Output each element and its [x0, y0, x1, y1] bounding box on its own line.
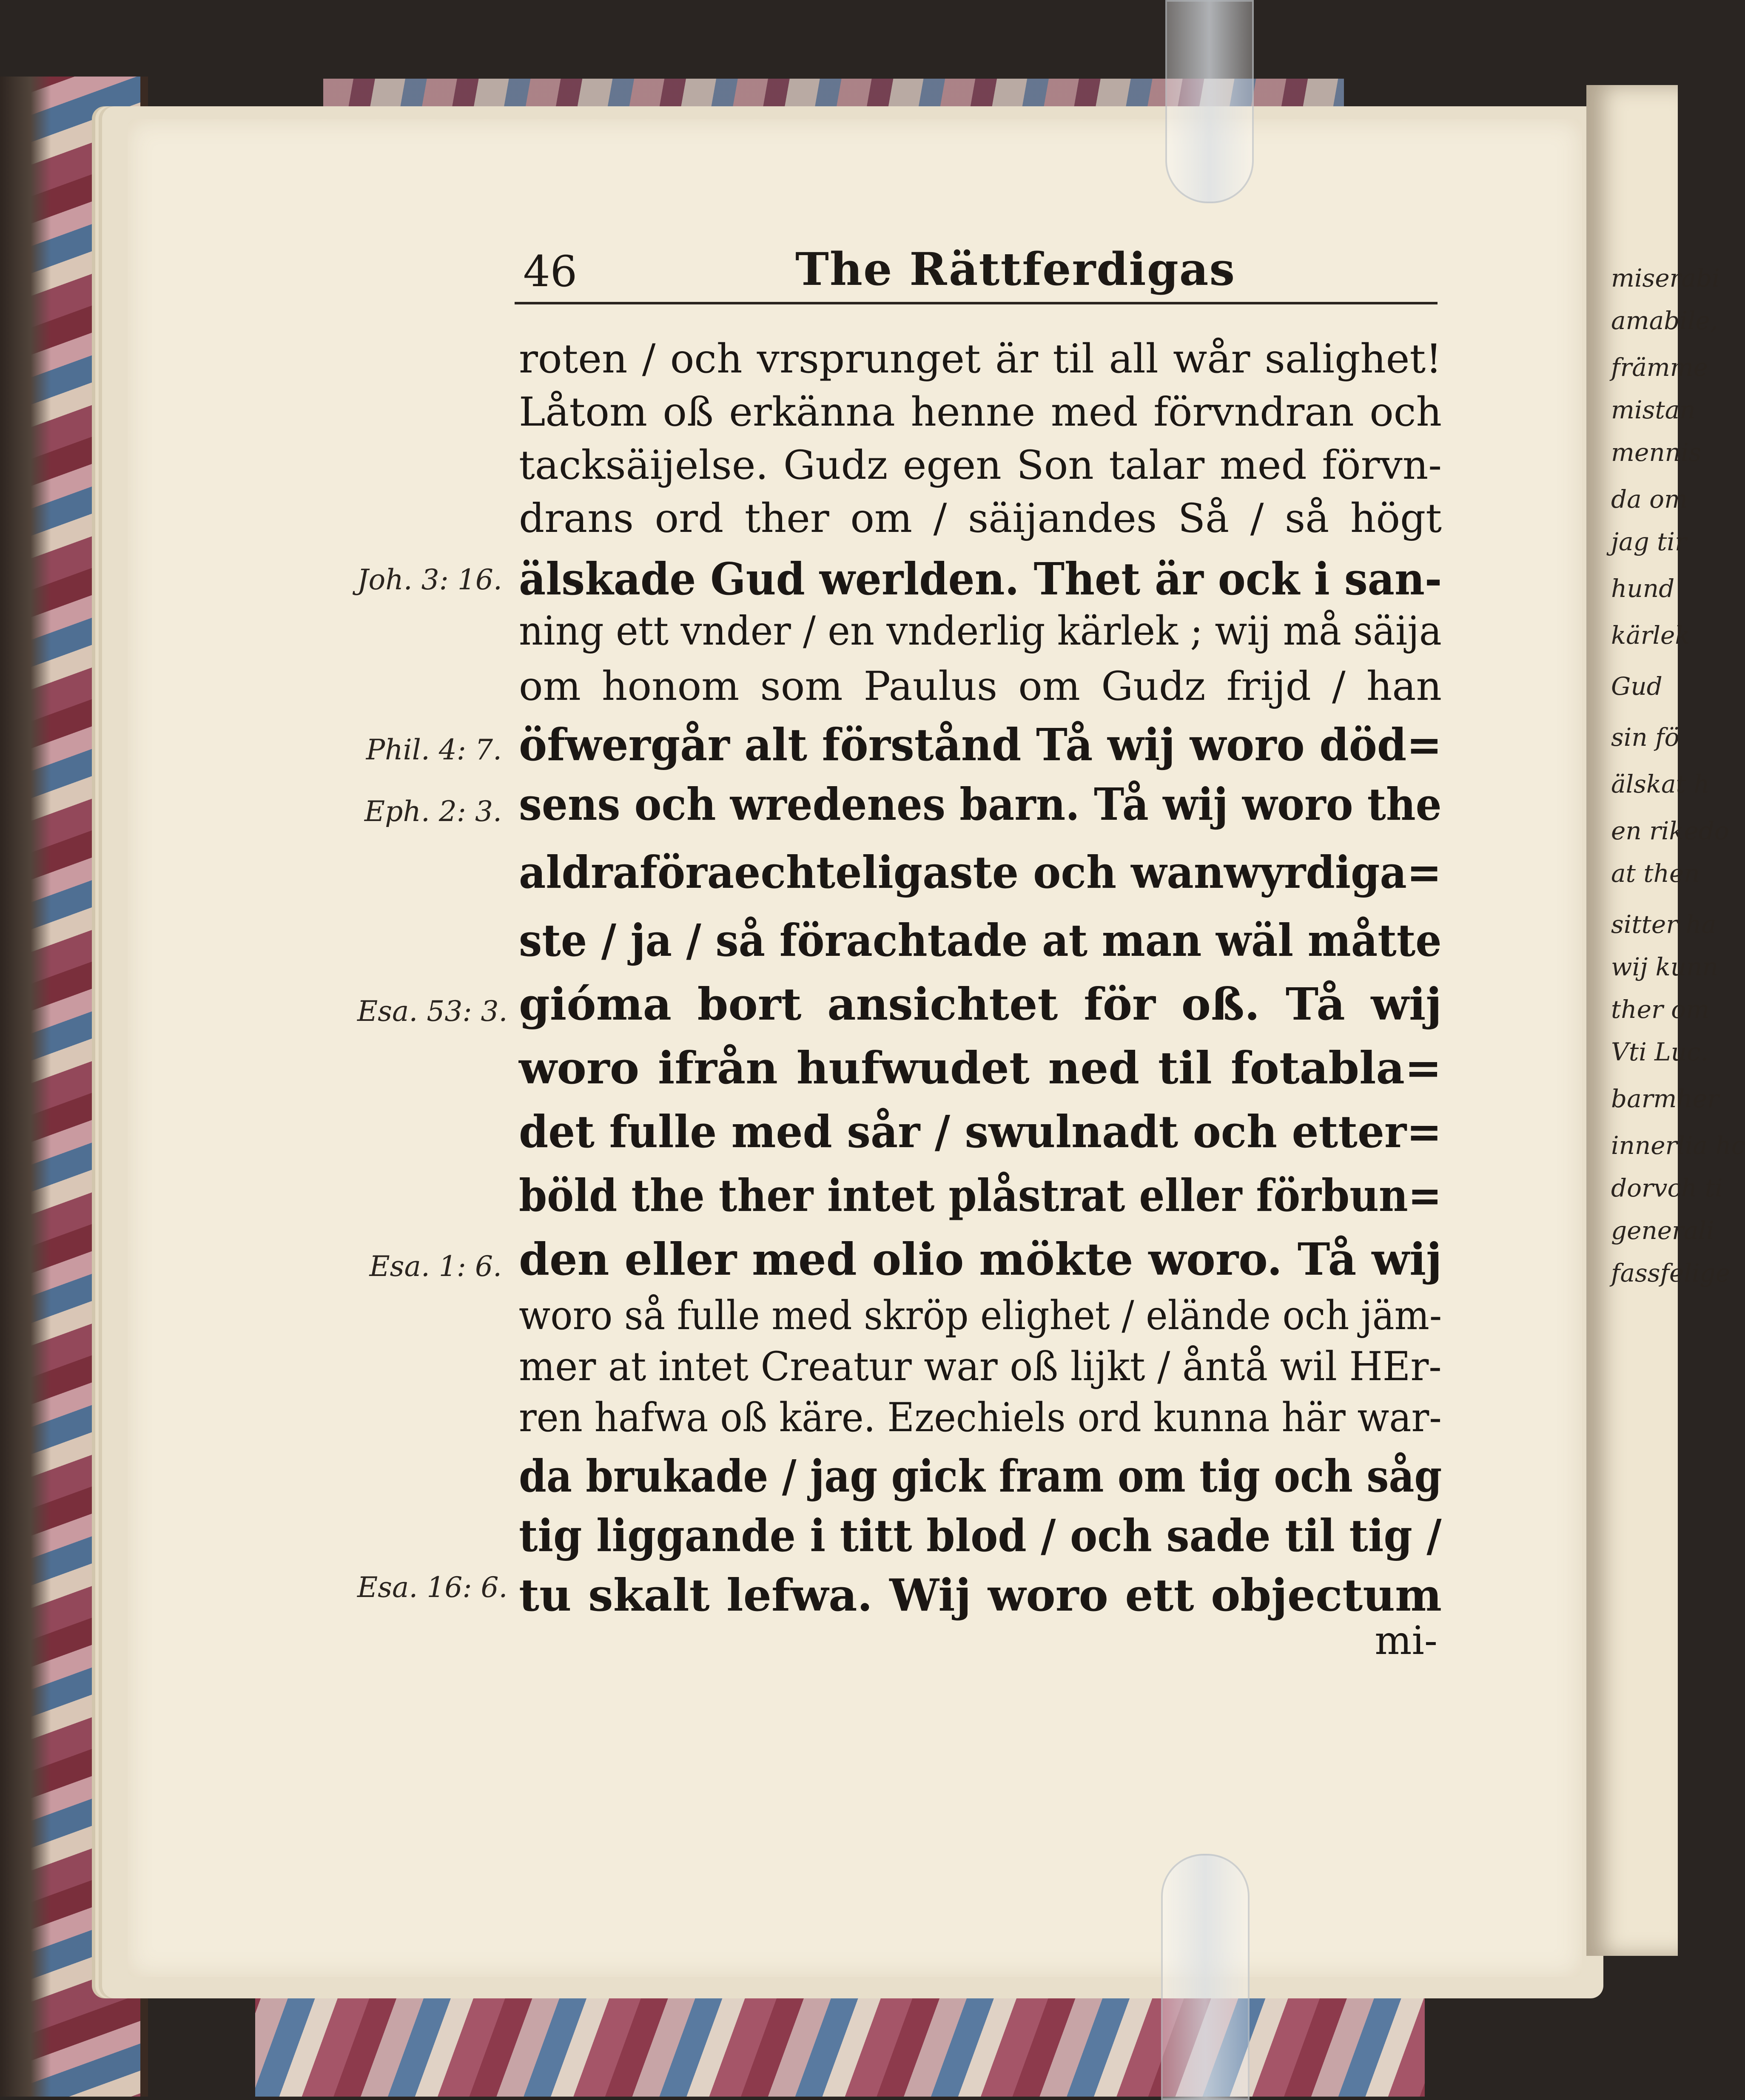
facing-line: hund — [1611, 574, 1675, 603]
facing-page — [1586, 85, 1745, 1956]
text-line: böld the ther intet plåstrat eller förbun= — [519, 1169, 1442, 1222]
running-head: The Rättferdigas — [795, 242, 1236, 296]
facing-line: at then — [1611, 859, 1700, 888]
margin-note: Phil. 4: 7. — [366, 733, 502, 766]
facing-line: älskat h — [1611, 770, 1710, 799]
text-line: Låtom oß erkänna henne med förvndran och — [519, 389, 1442, 435]
text-line: woro så fulle med skröp elighet / elände och jäm- — [519, 1293, 1442, 1339]
text-line: tacksäijelse. Gudz egen Son talar med förvn- — [519, 442, 1442, 489]
text-line: da brukade / jag gick fram om tig och såg — [519, 1450, 1442, 1502]
text-line: sens och wredenes barn. Tå wij woro the — [519, 778, 1442, 830]
facing-line: mennis — [1611, 438, 1702, 467]
text-line: om honom som Paulus om Gudz frijd / han — [519, 663, 1442, 710]
text-line: mer at intet Creatur war oß lijkt / åntå wil HEr- — [519, 1344, 1442, 1390]
text-line: det fulle med sår / swulnadt och etter= — [519, 1105, 1442, 1158]
text-line: roten / och vrsprunget är til all wår salighet! — [519, 336, 1442, 382]
facing-line: innerlia hc — [1611, 1131, 1745, 1160]
facing-line: da om — [1611, 485, 1688, 514]
facing-line: främme — [1611, 353, 1708, 382]
facing-line: miserabi — [1611, 264, 1720, 293]
facing-line: jag tir — [1611, 527, 1687, 556]
facing-line: generali — [1611, 1216, 1714, 1245]
text-line: den eller med olio mökte woro. Tå wij — [519, 1233, 1442, 1285]
text-line: öfwergår alt förstånd Tå wij woro död= — [519, 719, 1442, 771]
text-line: drans ord ther om / säijandes Så / så högt — [519, 495, 1442, 542]
margin-note: Esa. 53: 3. — [357, 995, 508, 1028]
facing-line: Vti Luc. — [1611, 1037, 1708, 1066]
text-line: gióma bort ansichtet för oß. Tå wij — [519, 978, 1442, 1030]
facing-line: mistan — [1611, 395, 1696, 424]
facing-line: wij kunn — [1611, 952, 1718, 981]
facing-line: sin fö — [1611, 723, 1680, 752]
page-number: 46 — [523, 247, 578, 296]
page-clip-top — [1165, 0, 1254, 203]
margin-note: Joh. 3: 16. — [357, 563, 502, 596]
text-line: älskade Gud werlden. Thet är ock i san- — [519, 553, 1442, 605]
page-clip-bottom — [1161, 1854, 1250, 2100]
facing-line: en rikedo — [1611, 816, 1729, 845]
text-line: ste / ja / så förachtade at man wäl måtte — [519, 914, 1442, 966]
facing-line: fassfelige — [1611, 1259, 1730, 1287]
text-line: ren hafwa oß käre. Ezechiels ord kunna här war- — [519, 1395, 1442, 1441]
page-header — [515, 238, 1438, 304]
margin-note: Esa. 1: 6. — [369, 1250, 502, 1283]
text-line: tig liggande i titt blod / och sade til tig / — [519, 1509, 1442, 1562]
facing-line: dorvch ti — [1611, 1174, 1723, 1202]
facing-line: amabile, — [1611, 306, 1718, 335]
text-line: aldraföraechteligaste och wanwyrdiga= — [519, 846, 1442, 898]
facing-line: sitter ha — [1611, 910, 1717, 939]
facing-line: kärlek — [1611, 621, 1690, 650]
margin-note: Eph. 2: 3. — [364, 795, 502, 828]
catchword: mi- — [1375, 1618, 1438, 1663]
margin-note: Esa. 16: 6. — [357, 1571, 508, 1604]
text-line: woro ifrån hufwudet ned til fotabla= — [519, 1042, 1442, 1094]
facing-line: barmher — [1611, 1084, 1719, 1113]
facing-line: Gud — [1611, 672, 1662, 701]
text-line: tu skalt lefwa. Wij woro ett objectum — [519, 1569, 1442, 1621]
text-line: ning ett vnder / en vnderlig kärlek ; wij må säija — [519, 608, 1442, 654]
facing-line: ther om — [1611, 995, 1710, 1024]
